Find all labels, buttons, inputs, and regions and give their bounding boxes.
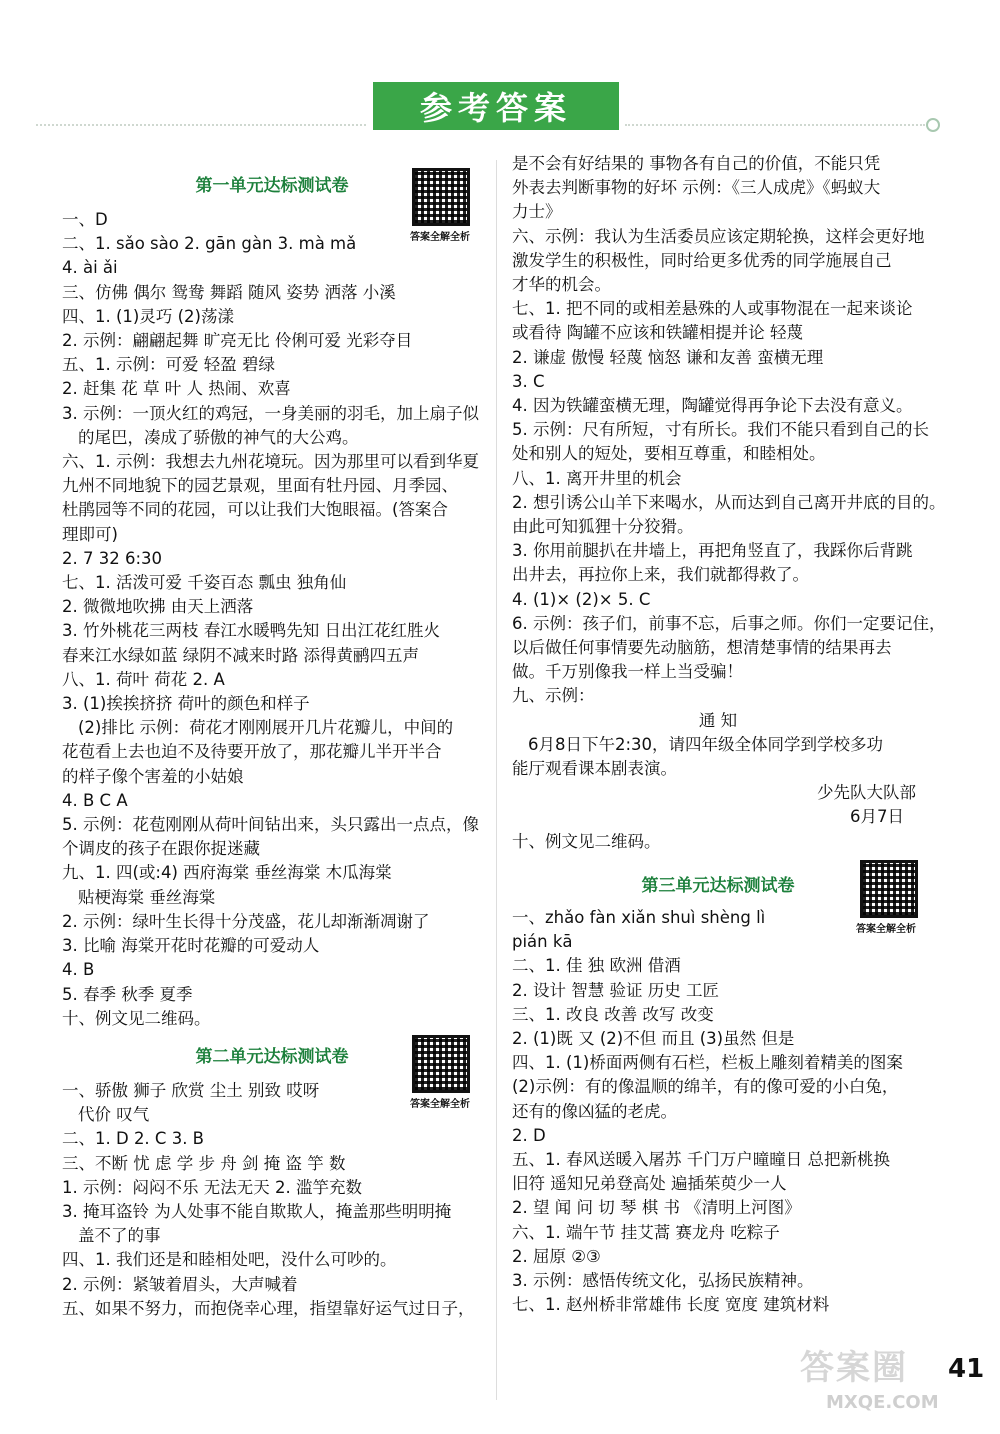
answer-line: 十、例文见二维码。 xyxy=(512,831,661,851)
watermark-logo: 答案圈 xyxy=(800,1348,908,1388)
answer-line: 1. 示例：闷闷不乐 无法无天 2. 滥竽充数 xyxy=(62,1177,362,1197)
answer-line: 3. 竹外桃花三两枝 春江水暖鸭先知 日出江花红胜火 xyxy=(62,621,440,641)
answer-line: (2)示例：有的像温顺的绵羊，有的像可爱的小白兔， xyxy=(512,1077,899,1097)
answer-line: 个调皮的孩子在跟你捉迷藏 xyxy=(62,839,260,859)
answer-line: 处和别人的短处，要相互尊重，和睦相处。 xyxy=(512,444,826,464)
answer-line: 3. 示例：感悟传统文化，弘扬民族精神。 xyxy=(512,1270,814,1290)
answer-line: 2. 赶集 花 草 叶 人 热闹、欢喜 xyxy=(62,379,291,399)
unit1-answers xyxy=(62,208,482,1031)
answer-line: 2. 屈原 ②③ xyxy=(512,1246,601,1266)
answer-line: 春来江水绿如蓝 绿阴不减来时路 添得黄鹂四五声 xyxy=(62,645,419,665)
notice-block xyxy=(512,709,924,830)
answer-line: 3. 你用前腿扒在井墙上，再把角竖直了，我踩你后背跳 xyxy=(512,541,913,561)
answer-line: 2. D xyxy=(512,1125,546,1145)
answer-line: 五、1. 春风送暖入屠苏 千门万户曈曈日 总把新桃换 xyxy=(512,1149,890,1169)
answer-line: 的尾巴，凑成了骄傲的神气的大公鸡。 xyxy=(78,427,359,447)
answer-line: 的样子像个害羞的小姑娘 xyxy=(62,766,244,786)
answer-line: 三、不断 忧 虑 学 步 舟 剑 掩 盗 竽 数 xyxy=(62,1153,346,1173)
notice-body: 6月8日下午2:30，请四年级全体同学到学校多功 xyxy=(528,734,884,754)
answer-line: 3. 掩耳盗铃 为人处事不能自欺欺人，掩盖那些明明掩 xyxy=(62,1201,452,1221)
answer-line: 出井去，再拉你上来，我们就都得救了。 xyxy=(512,565,809,585)
answer-line: 七、1. 活泼可爱 千姿百态 瓢虫 独角仙 xyxy=(62,573,347,593)
answer-key-header: 参考答案 xyxy=(373,82,619,130)
unit1-qr-code-icon[interactable] xyxy=(412,168,470,226)
answer-line: 七、1. 赵州桥非常雄伟 长度 宽度 建筑材料 xyxy=(512,1295,830,1315)
header-rule-end-icon xyxy=(926,118,940,132)
answer-line: (2)排比 示例：荷花才刚刚展开几片花瓣儿，中间的 xyxy=(78,718,454,738)
unit3-qr-code-icon[interactable] xyxy=(860,860,918,918)
answer-line: 2. 7 32 6:30 xyxy=(62,548,163,568)
answer-line: 四、1. (1)桥面两侧有石栏，栏板上雕刻着精美的图案 xyxy=(512,1053,903,1073)
answer-line: 盖不了的事 xyxy=(78,1226,161,1246)
answer-line: 贴梗海棠 垂丝海棠 xyxy=(78,887,216,907)
unit2-qr-caption: 答案全解全析 xyxy=(410,1098,470,1110)
answer-line: 做。千万别像我一样上当受骗！ xyxy=(512,662,743,682)
answer-line: 一、骄傲 狮子 欣赏 尘土 别致 哎呀 xyxy=(62,1080,320,1100)
header-dotted-rule-left xyxy=(36,124,366,130)
answer-line: 九州不同地貌下的园艺景观，里面有牡丹园、月季园、 xyxy=(62,476,458,496)
unit3-qr-caption: 答案全解全析 xyxy=(856,923,916,935)
answer-line: 以后做任何事情要先动脑筋，想清楚事情的结果再去 xyxy=(512,638,892,658)
answer-line: 六、示例：我认为生活委员应该定期轮换，这样会更好地 xyxy=(512,226,925,246)
answer-line: 六、1. 示例：我想去九州花境玩。因为那里可以看到华夏 xyxy=(62,452,479,472)
answer-line: 六、1. 端午节 挂艾蒿 赛龙舟 吃粽子 xyxy=(512,1222,780,1242)
answer-line: 力士》 xyxy=(512,202,562,222)
unit2-title: 第二单元达标测试卷 xyxy=(195,1046,349,1067)
answer-line: 2. 微微地吹拂 由天上洒落 xyxy=(62,597,254,617)
header-dotted-rule-right xyxy=(625,124,925,130)
answer-line: 九、1. 四(或:4) 西府海棠 垂丝海棠 木瓜海棠 xyxy=(62,863,392,883)
notice-date: 6月7日 xyxy=(850,807,904,827)
answer-line: 2. (1)既 又 (2)不但 而且 (3)虽然 但是 xyxy=(512,1028,795,1048)
answer-line: 5. 春季 秋季 夏季 xyxy=(62,984,193,1004)
answer-line: 九、示例： xyxy=(512,686,595,706)
answer-line: 4. ài ǎi xyxy=(62,258,118,278)
answer-line: 四、1. 我们还是和睦相处吧，没什么可吵的。 xyxy=(62,1250,397,1270)
answer-line: 花苞看上去也迫不及待要开放了，那花瓣儿半开半合 xyxy=(62,742,442,762)
answer-line: 3. 示例：一顶火红的鸡冠，一身美丽的羽毛，加上扇子似 xyxy=(62,403,479,423)
answer-line: 2. 示例：绿叶生长得十分茂盛，花儿却渐渐凋谢了 xyxy=(62,911,430,931)
unit2-continued-answers xyxy=(512,152,946,709)
answer-line: 二、1. 佳 独 欧洲 借酒 xyxy=(512,956,681,976)
answer-line: 4. B xyxy=(62,960,95,980)
unit3-title: 第三单元达标测试卷 xyxy=(641,875,795,896)
answer-line: 代价 叹气 xyxy=(78,1105,150,1125)
answer-line: 3. 比喻 海棠开花时花瓣的可爱动人 xyxy=(62,936,320,956)
answer-line: pián kā xyxy=(512,932,573,952)
answer-line: 旧符 遥知兄弟登高处 遍插茱萸少一人 xyxy=(512,1174,787,1194)
answer-line: 是不会有好结果的 事物各有自己的价值，不能只凭 xyxy=(512,154,881,173)
answer-line: 八、1. 离开井里的机会 xyxy=(512,468,682,488)
answer-line: 5. 示例：花苞刚刚从荷叶间钻出来，头只露出一点点，像 xyxy=(62,815,479,835)
left-column xyxy=(62,168,482,1321)
notice-body: 能厅观看课本剧表演。 xyxy=(512,759,677,779)
answer-line: 一、zhǎo fàn xiǎn shuì shèng lì xyxy=(512,907,766,927)
answer-line: 四、1. (1)灵巧 (2)荡漾 xyxy=(62,306,234,326)
answer-line: 七、1. 把不同的或相差悬殊的人或事物混在一起来谈论 xyxy=(512,299,913,319)
answer-line: 3. (1)挨挨挤挤 荷叶的颜色和样子 xyxy=(62,694,310,714)
answer-line: 五、1. 示例：可爱 轻盈 碧绿 xyxy=(62,355,275,375)
unit1-qr-caption: 答案全解全析 xyxy=(410,232,470,243)
answer-line: 2. 示例：紧皱着眉头，大声喊着 xyxy=(62,1274,298,1294)
column-divider xyxy=(496,160,497,1400)
answer-line: 二、1. sǎo sào 2. gān gàn 3. mà mǎ xyxy=(62,234,357,254)
page-number: 41 xyxy=(948,1354,985,1384)
answer-line: 十、例文见二维码。 xyxy=(62,1008,211,1028)
answer-line: 外表去判断事物的好坏 示例：《三人成虎》《蚂蚁大 xyxy=(512,178,881,198)
answer-line: 由此可知狐狸十分狡猾。 xyxy=(512,517,694,537)
answer-line: 八、1. 荷叶 荷花 2. A xyxy=(62,669,225,689)
notice-signature: 少先队大队部 xyxy=(817,783,916,803)
answer-line: 三、1. 改良 改善 改写 改变 xyxy=(512,1004,714,1024)
answer-line: 2. 望 闻 问 切 琴 棋 书 《清明上河图》 xyxy=(512,1198,801,1218)
answer-line: 激发学生的积极性，同时给更多优秀的同学施展自己 xyxy=(512,250,892,270)
answer-line: 理即可) xyxy=(62,524,118,544)
answer-line: 3. C xyxy=(512,371,545,391)
watermark-url: MXQE.COM xyxy=(826,1392,939,1413)
answer-line: 或看待 陶罐不应该和铁罐相提并论 轻蔑 xyxy=(512,323,803,343)
answer-line: 2. 示例：翩翩起舞 旷亮无比 伶俐可爱 光彩夺目 xyxy=(62,331,413,351)
answer-line: 5. 示例：尺有所短，寸有所长。我们不能只看到自己的长 xyxy=(512,420,929,440)
answer-line: 才华的机会。 xyxy=(512,275,611,295)
answer-line: 4. B C A xyxy=(62,790,128,810)
answer-line: 三、仿佛 偶尔 鸳鸯 舞蹈 随风 姿势 洒落 小溪 xyxy=(62,282,396,302)
answer-line: 五、如果不努力，而抱侥幸心理，指望靠好运气过日子， xyxy=(62,1298,475,1318)
answer-line: 2. 想引诱公山羊下来喝水，从而达到自己离开井底的目的。 xyxy=(512,492,946,512)
unit1-title: 第一单元达标测试卷 xyxy=(195,176,349,196)
answer-line: 2. 设计 智慧 验证 历史 工匠 xyxy=(512,980,719,1000)
answer-line: 4. (1)× (2)× 5. C xyxy=(512,589,651,609)
unit3-answers xyxy=(512,906,924,1317)
answer-line: 2. 谦虚 傲慢 轻蔑 恼怒 谦和友善 蛮横无理 xyxy=(512,347,824,367)
unit2-qr-code-icon[interactable] xyxy=(412,1035,470,1093)
right-column xyxy=(512,152,946,1317)
answer-line: 二、1. D 2. C 3. B xyxy=(62,1129,204,1149)
answer-line: 6. 示例：孩子们，前事不忘，后事之师。你们一定要记住， xyxy=(512,613,946,633)
answer-line: 杜鹃园等不同的花园，可以让我们大饱眼福。(答案合 xyxy=(62,500,448,520)
notice-heading: 通 知 xyxy=(698,710,738,730)
answer-line: 4. 因为铁罐蛮横无理，陶罐觉得再争论下去没有意义。 xyxy=(512,396,913,416)
answer-line: 还有的像凶猛的老虎。 xyxy=(512,1101,677,1121)
answer-line: 一、D xyxy=(62,210,108,229)
